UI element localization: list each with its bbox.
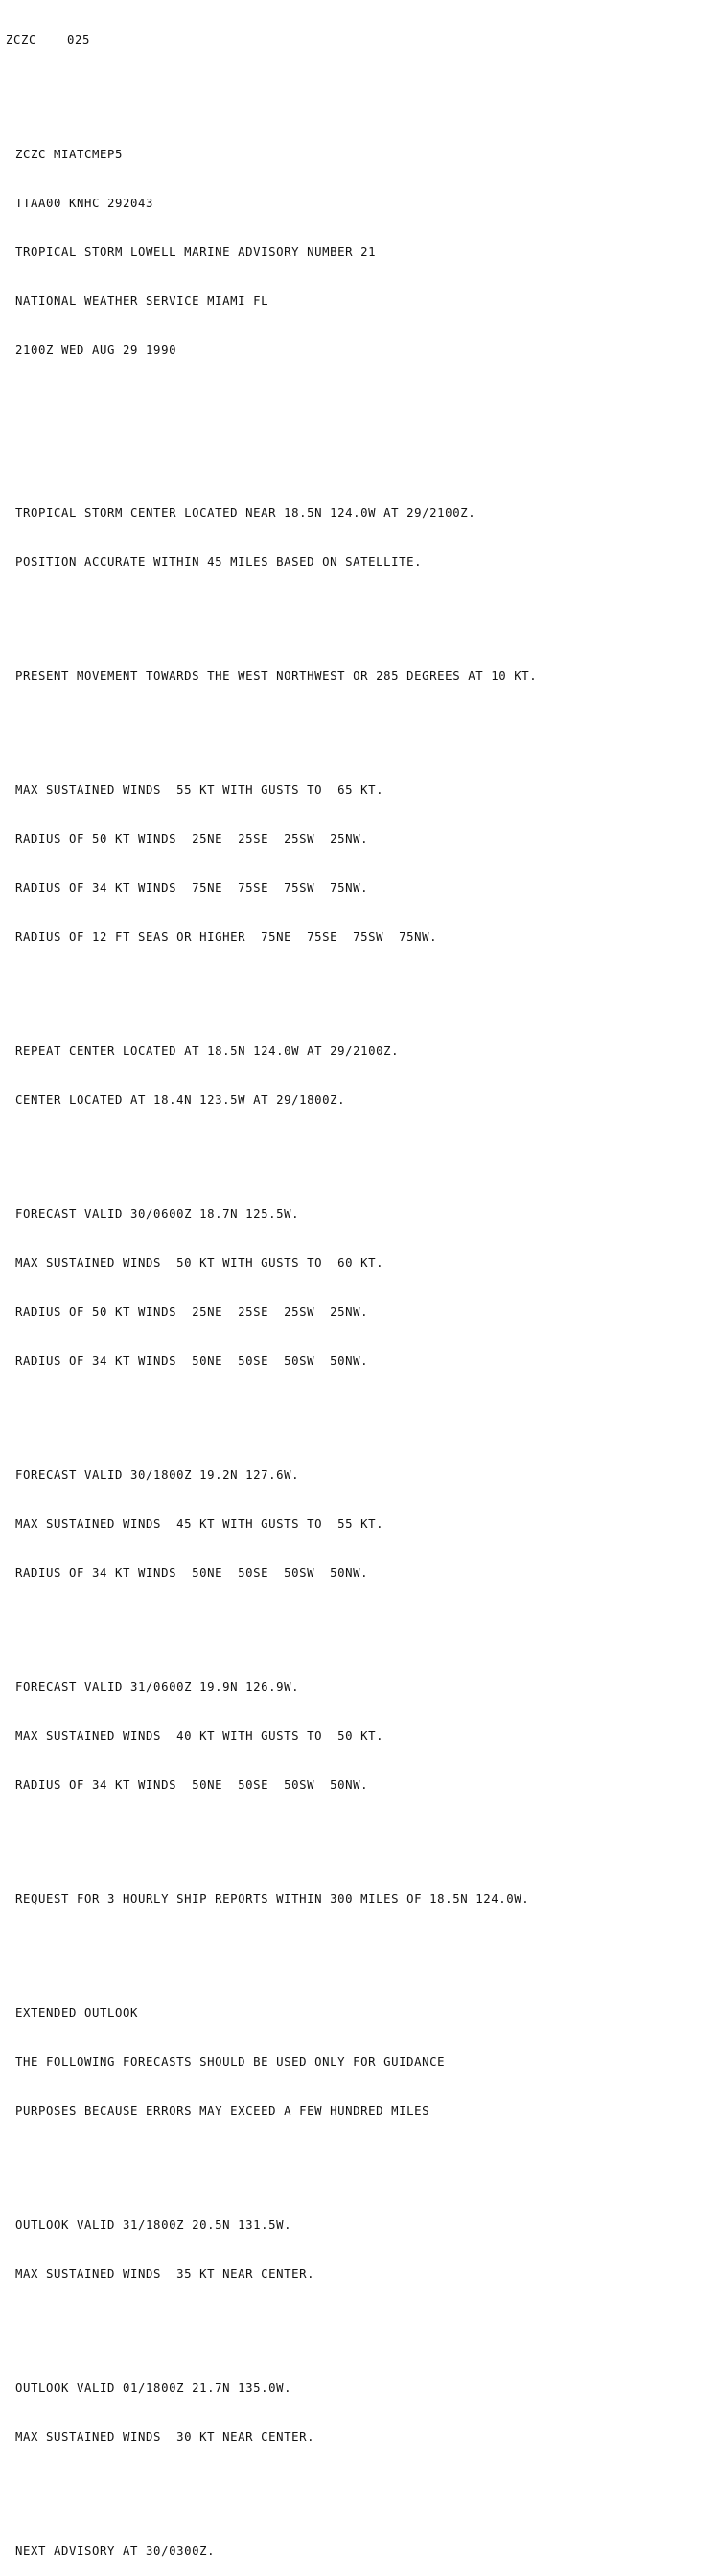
center-location-line: TROPICAL STORM CENTER LOCATED NEAR 18.5N 124.0W AT 29/2100Z. xyxy=(15,506,476,520)
header-line-1: ZCZC MIATCMEP5 xyxy=(15,148,124,161)
blank-line xyxy=(6,391,715,408)
current-radius-50kt: RADIUS OF 50 KT WINDS 25NE 25SE 25SW 25NW. xyxy=(15,832,369,846)
blank-line xyxy=(6,2478,715,2494)
header-line-2: TTAA00 KNHC 292043 xyxy=(15,197,154,210)
blank-line xyxy=(6,2315,715,2331)
blank-line xyxy=(6,1614,715,1630)
repeat-center-line: REPEAT CENTER LOCATED AT 18.5N 124.0W AT 29/2100Z. xyxy=(15,1044,400,1058)
forecast-1-max-winds: MAX SUSTAINED WINDS 50 KT WITH GUSTS TO 60 KT. xyxy=(15,1256,384,1270)
marine-advisory-document xyxy=(6,0,715,2576)
extended-outlook-note-1: THE FOLLOWING FORECASTS SHOULD BE USED ONLY FOR GUIDANCE xyxy=(15,2055,446,2069)
header-top-line: ZCZC 025 xyxy=(6,34,91,47)
blank-line xyxy=(6,1940,715,1956)
blank-line xyxy=(6,1826,715,1842)
outlook-1-max-winds: MAX SUSTAINED WINDS 35 KT NEAR CENTER. xyxy=(15,2267,315,2281)
forecast-2-radius-34kt: RADIUS OF 34 KT WINDS 50NE 50SE 50SW 50NW. xyxy=(15,1566,369,1580)
current-radius-34kt: RADIUS OF 34 KT WINDS 75NE 75SE 75SW 75NW. xyxy=(15,881,369,895)
issue-time: 2100Z WED AUG 29 1990 xyxy=(15,343,177,357)
forecast-1-valid: FORECAST VALID 30/0600Z 18.7N 125.5W. xyxy=(15,1207,300,1221)
current-max-winds: MAX SUSTAINED WINDS 55 KT WITH GUSTS TO 65 KT. xyxy=(15,784,384,797)
blank-line xyxy=(6,440,715,457)
outlook-2-valid: OUTLOOK VALID 01/1800Z 21.7N 135.0W. xyxy=(15,2381,292,2395)
forecast-3-valid: FORECAST VALID 31/0600Z 19.9N 126.9W. xyxy=(15,1680,300,1694)
forecast-1-radius-50kt: RADIUS OF 50 KT WINDS 25NE 25SE 25SW 25NW. xyxy=(15,1305,369,1319)
ship-report-request: REQUEST FOR 3 HOURLY SHIP REPORTS WITHIN 300 MILES OF 18.5N 124.0W. xyxy=(15,1892,530,1906)
issuing-office: NATIONAL WEATHER SERVICE MIAMI FL xyxy=(15,294,269,308)
outlook-2-max-winds: MAX SUSTAINED WINDS 30 KT NEAR CENTER. xyxy=(15,2430,315,2444)
position-accuracy-line: POSITION ACCURATE WITHIN 45 MILES BASED ON SATELLITE. xyxy=(15,555,423,569)
advisory-title: TROPICAL STORM LOWELL MARINE ADVISORY NUMBER 21 xyxy=(15,246,377,259)
blank-line xyxy=(6,2152,715,2168)
forecast-1-radius-34kt: RADIUS OF 34 KT WINDS 50NE 50SE 50SW 50NW. xyxy=(15,1354,369,1368)
previous-center-line: CENTER LOCATED AT 18.4N 123.5W AT 29/1800Z. xyxy=(15,1093,346,1107)
outlook-1-valid: OUTLOOK VALID 31/1800Z 20.5N 131.5W. xyxy=(15,2218,292,2232)
blank-line xyxy=(6,1402,715,1418)
blank-line xyxy=(6,978,715,995)
current-radius-seas: RADIUS OF 12 FT SEAS OR HIGHER 75NE 75SE 75SW 75NW. xyxy=(15,930,438,944)
blank-line xyxy=(6,603,715,620)
movement-line: PRESENT MOVEMENT TOWARDS THE WEST NORTHWEST OR 285 DEGREES AT 10 KT. xyxy=(15,669,538,683)
extended-outlook-note-2: PURPOSES BECAUSE ERRORS MAY EXCEED A FEW HUNDRED MILES xyxy=(15,2104,430,2118)
forecast-2-valid: FORECAST VALID 30/1800Z 19.2N 127.6W. xyxy=(15,1468,300,1482)
blank-line xyxy=(6,82,715,98)
forecast-2-max-winds: MAX SUSTAINED WINDS 45 KT WITH GUSTS TO 55 KT. xyxy=(15,1517,384,1531)
blank-line xyxy=(6,1141,715,1158)
blank-line xyxy=(6,717,715,734)
next-advisory-line: NEXT ADVISORY AT 30/0300Z. xyxy=(15,2544,216,2558)
forecast-3-max-winds: MAX SUSTAINED WINDS 40 KT WITH GUSTS TO 50 KT. xyxy=(15,1729,384,1743)
extended-outlook-heading: EXTENDED OUTLOOK xyxy=(15,2006,139,2020)
forecast-3-radius-34kt: RADIUS OF 34 KT WINDS 50NE 50SE 50SW 50NW. xyxy=(15,1778,369,1791)
